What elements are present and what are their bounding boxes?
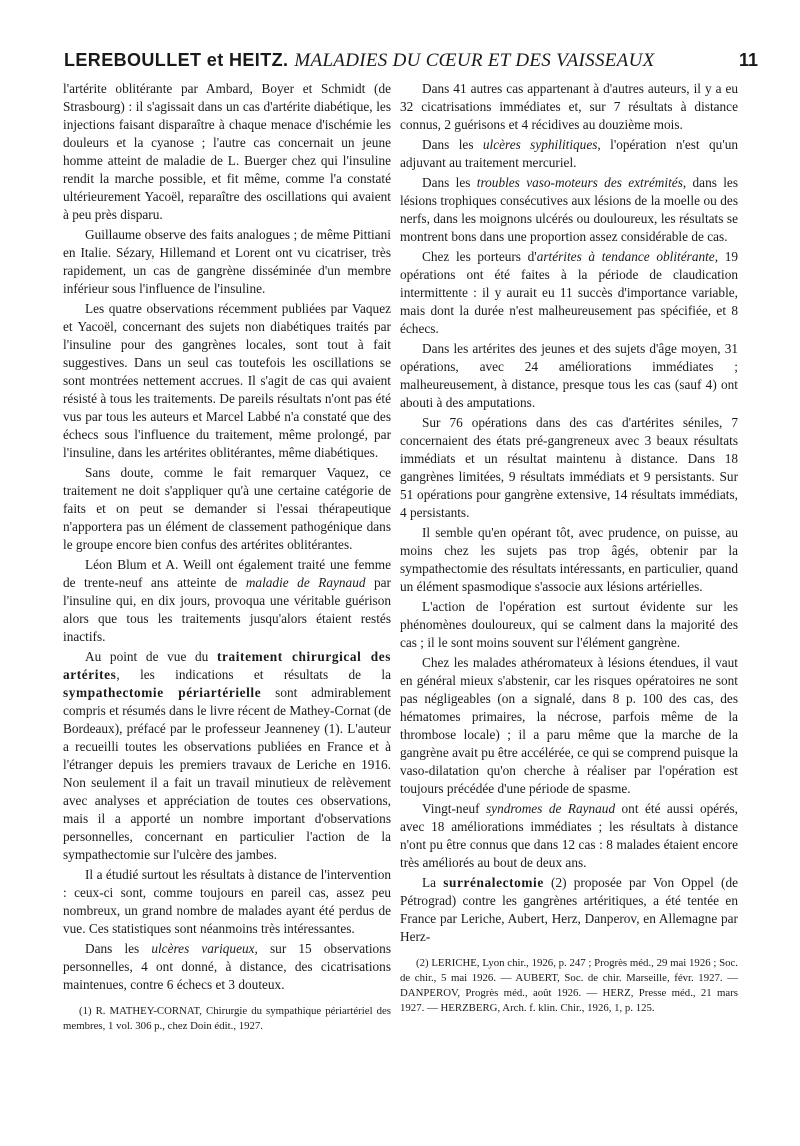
italic-term: troubles vaso-moteurs des extrémités (476, 175, 683, 190)
text-run: ont été aussi opérés, avec 18 améliorations immédiates ; les résultats à distance n'ont pu être connus que dans 12 cas : 8 malades étaient encore très améliorés au bout de deux ans. (400, 801, 738, 870)
italic-term: artérites à tendance oblitérante (536, 249, 715, 264)
text-run: , sur 15 observations personnelles, 4 ont donné, à distance, des cicatrisations maintenues, contre 6 échecs et 3 douteux. (63, 941, 391, 992)
paragraph: Il semble qu'en opérant tôt, avec prudence, on puisse, au moins chez les sujets pas trop âgés, obtenir par la sympathectomie des résultats intéressants, en particulier, quand un élément spasmodique s'associe aux lésions artérielles. (400, 525, 738, 594)
page-number: 11 (738, 50, 758, 70)
text-run: par l'insuline qui, en dix jours, provoqua une véritable guérison alors que tous les traitements jusqu'alors étaient restés inactifs. (63, 575, 391, 644)
text-run: (2) proposée par Von Oppel (de Pétrograd) contre les gangrènes artéritiques, a été tentée en France par Leriche, Aubert, Herz, Danperov, en Allemagne par Herz- (400, 875, 738, 944)
paragraph (400, 248, 738, 338)
bold-term: traitement chirurgical des artérites (63, 649, 391, 682)
text-run: , l'opération n'est qu'un adjuvant au traitement mercuriel. (400, 137, 739, 170)
paragraph: Dans 41 autres cas appartenant à d'autres auteurs, il y a eu 32 cicatrisations immédiates et, sur 7 résultats à distance connus, 2 guérisons et 4 récidives au douzième mois. (400, 81, 738, 132)
left-column (63, 80, 391, 1034)
paragraph: Dans les artérites des jeunes et des sujets d'âge moyen, 31 opérations, avec 24 améliorations immédiates ; malheureusement, à distance, presque tous les cas (sauf 4) ont abouti à des amputations. (400, 341, 738, 410)
paragraph: Il a étudié surtout les résultats à distance de l'intervention : ceux-ci sont, comme toujours en pareil cas, assez peu nombreux, un grand nombre de malades ayant été perdus de vue. Ces statistiques sont néanmoins très intéressantes. (63, 867, 391, 936)
paragraph: Les quatre observations récemment publiées par Vaquez et Yacoël, concernant des sujets non diabétiques traités par l'insuline pour des gangrènes locales, sont tout à fait suggestives. Dans un seul cas toutefois les oscillations se sont montrées nettement accrues. Il s'agit de cas qui avaient résisté à tous les traitements. De pareils résultats n'ont pas été vus par tous les auteurs et Marcel Labbé n'a constaté que des échecs sous l'influence du traitement, même prolongé, par l'insuline, dans les artérites oblitérantes, même diabétiques. (63, 301, 391, 460)
text-run: Dans les (422, 137, 483, 152)
text-run: La (422, 875, 444, 890)
paragraph (63, 556, 391, 646)
paragraph: Sur 76 opérations dans des cas d'artérites séniles, 7 concernaient des états pré-gangreneux avec 3 beaux résultats immédiats et un résultat maintenu à distance. Dans 18 gangrènes limitées, 9 résultats immédiats et 9 persistants. Sur 51 opérations pour gangrène extensive, 14 résultats immédiats, 4 persistants. (400, 415, 738, 520)
italic-term: maladie de Raynaud (245, 575, 366, 590)
italic-term: syndromes de Raynaud (486, 801, 616, 816)
footnote (63, 1004, 391, 1034)
paragraph (63, 648, 391, 864)
paragraph (400, 874, 738, 946)
footnote-text: (1) R. MATHEY-CORNAT, Chirurgie du sympathique périartériel des membres, 1 vol. 306 p., chez Doin édit., 1927. (63, 1005, 391, 1032)
italic-term: ulcères variqueux (151, 941, 255, 956)
bold-term: surrénalectomie (443, 875, 544, 890)
text-run: Léon Blum et A. Weill ont également traité une femme de trente-neuf ans atteinte de (63, 557, 391, 590)
text-run: Dans les (85, 941, 152, 956)
paragraph (400, 800, 738, 872)
paragraph: l'artérite oblitérante par Ambard, Boyer et Schmidt (de Strasbourg) : il s'agissait dans un cas d'artérite diabétique, les injections faisant disparaître à chaque menace d'ischémie les douleurs et la cyanose ; l'autre cas concernait un jeune homme atteint de maladie de L. Buerger chez qui l'insuline rendit la marche possible, et fit même, comme l'a constaté ultérieurement Yacoël, reparaître des oscillations qui avaient à peu près disparu. (63, 81, 391, 222)
text-run: , les indications et résultats de la (116, 667, 391, 682)
running-header (64, 50, 758, 76)
text-run: Chez les porteurs d' (422, 249, 537, 264)
footnote-text: (2) LERICHE, Lyon chir., 1926, p. 247 ; Progrès méd., 29 mai 1926 ; Soc. de chir., 5 mai 1926. — AUBERT, Soc. de chir. Marseille, févr. 1927. — DANPEROV, Progrès méd., août 1926. — HERZ, Presse méd., 21 mars 1927. — HERZBERG, Arch. f. klin. Chir., 1926, 1, p. 125. (400, 957, 738, 1014)
text-run: Dans les (422, 175, 477, 190)
bold-term: sympathectomie périartérielle (63, 685, 262, 700)
paragraph (63, 940, 391, 994)
text-run: Vingt-neuf (422, 801, 486, 816)
paragraph (400, 174, 738, 246)
text-run: , 19 opérations ont été faites à la période de claudication intermittente : il y aurait eu 11 succès d'importance variable, mais dont la durée n'est malheureusement pas spécifiée, et 8 échecs. (400, 249, 738, 336)
header-title: MALADIES DU CŒUR ET DES VAISSEAUX (294, 50, 655, 71)
text-run: sont admirablement compris et résumés dans le livre récent de Mathey-Cornat (de Bordeaux), préfacé par le professeur Jeanneney (1). L'auteur a recueilli toutes les observations publiées en France et à l'étranger depuis les premiers travaux de Leriche en 1916. Non seulement il a fait un travail minutieux de relèvement avec analyses et appréciation de toutes ces observations, mais il a apporté un nombre important d'observations personnelles, concernant en particulier l'action de la sympathectomie sur l'ulcère des jambes. (63, 685, 391, 862)
paragraph (400, 136, 738, 172)
header-authors: LEREBOULLET et HEITZ. (64, 50, 289, 70)
text-run: Au point de vue du (85, 649, 217, 664)
paragraph: L'action de l'opération est surtout évidente sur les phénomènes douloureux, qui se calment dans la majorité des cas ; il le sont moins souvent sur l'élément gangrène. (400, 599, 738, 650)
paragraph: Sans doute, comme le fait remarquer Vaquez, ce traitement ne doit s'appliquer qu'à une certaine catégorie de faits et on peut se demander si l'essai thérapeutique n'apportera pas un élément de classement pathogénique dans le groupe encore bien confus des artérites oblitérantes. (63, 465, 391, 552)
paragraph: Guillaume observe des faits analogues ; de même Pittiani en Italie. Sézary, Hillemand et Lorent ont vu cicatriser, très rapidement, un cas de gangrène disséminée d'un membre inférieur sous l'influence de l'insuline. (63, 227, 391, 296)
paragraph: Chez les malades athéromateux à lésions étendues, il vaut en général mieux s'abstenir, car les risques opératoires ne sont pas négligeables (on a signalé, dans 8 p. 100 des cas, des hématomes primaires, la nécrose, parfois même de la thrombose locale) ; il a paru même que la marche de la gangrène avait pu être accélérée, ce qui se comprend puisque la vaso-dilatation qu'on cherche à réaliser par l'opération est toujours précédée d'une période de spasme. (400, 655, 738, 796)
right-column (400, 80, 738, 1016)
text-run: , dans les lésions trophiques consécutives aux lésions de la moelle ou des nerfs, dans les moignons ulcérés ou douloureux, les résultats se montrent bons dans une proportion assez considérable de cas. (400, 175, 739, 244)
footnote (400, 956, 738, 1016)
italic-term: ulcères syphilitiques (482, 137, 598, 152)
